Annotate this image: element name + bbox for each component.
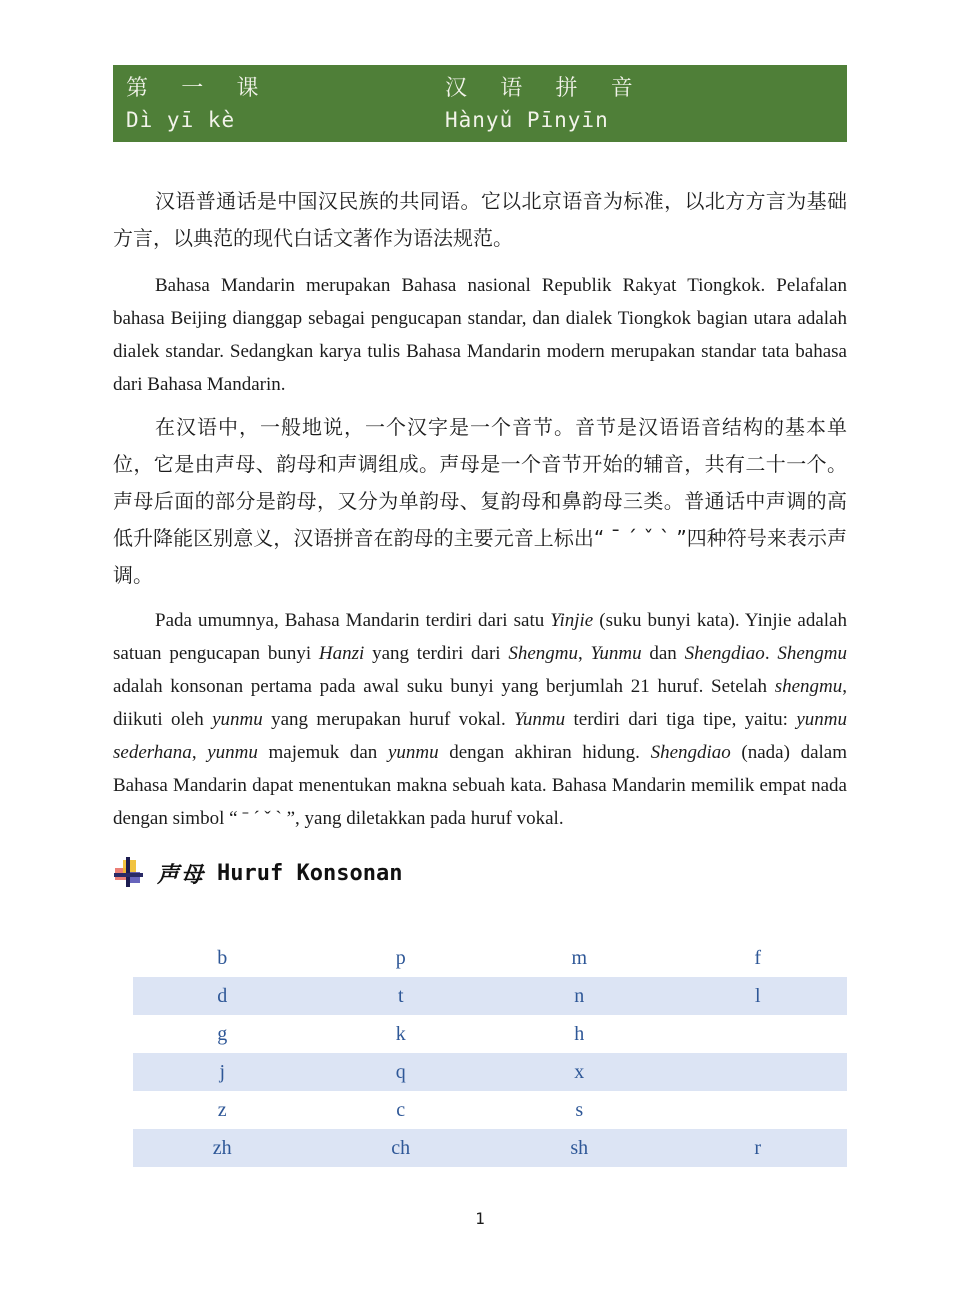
consonant-table [133,939,847,1167]
consonant-cell: zh [212,1136,232,1159]
consonant-row [133,1053,847,1091]
section-heading-shengmu [113,857,847,889]
page-content [0,65,960,1167]
consonant-cell: z [217,1098,227,1121]
consonant-cell: g [217,1022,228,1045]
section-heading-zh: 声母 [157,862,206,888]
consonant-cell: r [754,1136,762,1159]
paragraph-chinese-1: 汉语普通话是中国汉民族的共同语。它以北京语音为标准，以北方方言为基础方言，以典范的现代白话文著作为语法规范。 [113,189,847,250]
consonant-cell: l [754,984,761,1007]
consonant-cell: b [217,946,228,969]
banner-title-block [445,72,643,142]
consonant-cell: t [397,984,404,1007]
consonant-cell: s [575,1098,584,1121]
lesson-banner [113,65,847,142]
consonant-cell: h [574,1022,585,1045]
paragraph-indonesian-2: Pada umumnya, Bahasa Mandarin terdiri dari satu Yinjie (suku bunyi kata). Yinjie adalah satuan pengucapan bunyi Hanzi yang terdiri dari Shengmu, Yunmu dan Shengdiao. Shengmu adalah konsonan pertama pada awal suku bunyi yang berjumlah 21 huruf. Setelah shengmu, diikuti oleh yunmu yang merupakan huruf vokal. Yunmu terdiri dari tiga tipe, yaitu: yunmu sederhana, yunmu majemuk dan yunmu dengan akhiran hidung. Shengdiao (nada) dalam Bahasa Mandarin dapat menentukan makna sebuah kata. Bahasa Mandarin memilik empat nada dengan simbol “ ˉ ˊ ˇ ˋ ”, yang diletakkan pada huruf vokal. [113,610,848,829]
consonant-row [133,1129,847,1167]
consonant-cell: sh [570,1136,589,1159]
banner-lesson-block [126,72,445,142]
consonant-cell [669,1015,848,1053]
consonant-cell: x [574,1060,585,1083]
consonant-cell: ch [391,1136,411,1159]
consonant-cell: c [396,1098,406,1121]
lesson-title-pinyin: Hànyǔ Pīnyīn [445,108,609,132]
consonant-cell: q [395,1060,406,1083]
consonant-cell: p [395,946,406,969]
consonant-cell: n [574,984,585,1007]
page-number: 1 [475,1209,485,1228]
consonant-cell [669,1091,848,1129]
consonant-cell: k [395,1022,406,1045]
section-heading-id: Huruf Konsonan [217,860,403,886]
consonant-cell: j [219,1060,226,1083]
consonant-row [133,1091,847,1129]
lesson-number-pinyin: Dì yī kè [126,108,236,132]
paragraph-chinese-2: 在汉语中，一般地说，一个汉字是一个音节。音节是汉语语音结构的基本单位，它是由声母、韵母和声调组成。声母是一个音节开始的辅音，共有二十一个。声母后面的部分是韵母，又分为单韵母、复韵母和鼻韵母三类。普通话中声调的高低升降能区别意义，汉语拼音在韵母的主要元音上标出“ ˉ ˊ ˇ ˋ ”四种符号来表示声调。 [113,415,847,587]
consonant-table-body [133,939,847,1167]
consonant-row [133,939,847,977]
consonant-cell: f [754,946,762,969]
colored-cross-bullet-icon [113,857,143,889]
consonant-row [133,1015,847,1053]
consonant-cell: d [217,984,228,1007]
lesson-title-zh: 汉 语 拼 音 [445,76,643,101]
consonant-cell [669,1053,848,1091]
consonant-cell: m [571,946,588,969]
paragraph-indonesian-1: Bahasa Mandarin merupakan Bahasa nasional Republik Rakyat Tiongkok. Pelafalan bahasa Beijing dianggap sebagai pengucapan standar, dan dialek Tiongkok bagian utara adalah dialek standar. Sedangkan karya tulis Bahasa Mandarin modern merupakan standar tata bahasa dari Bahasa Mandarin. [113,275,847,395]
consonant-row [133,977,847,1015]
lesson-number-zh: 第 一 课 [126,76,269,101]
